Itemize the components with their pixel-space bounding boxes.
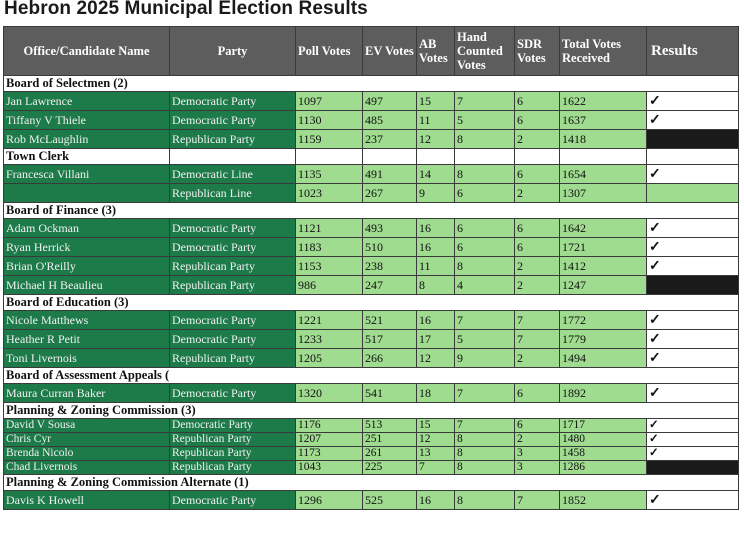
- ev-votes-cell: 238: [363, 257, 417, 276]
- page-title: Hebron 2025 Municipal Election Results: [4, 0, 368, 19]
- empty-cell: [515, 149, 560, 165]
- ab-votes-cell: 11: [417, 257, 455, 276]
- total-votes-cell: 1247: [560, 276, 647, 295]
- section-header-row: [4, 149, 739, 165]
- check-mark-icon: ✓: [649, 419, 659, 431]
- hand-votes-cell: 8: [455, 491, 515, 510]
- poll-votes-cell: 1121: [296, 219, 363, 238]
- hand-votes-cell: 6: [455, 219, 515, 238]
- poll-votes-cell: 1320: [296, 384, 363, 403]
- sdr-votes-cell: 7: [515, 330, 560, 349]
- check-mark-icon: ✓: [649, 447, 659, 459]
- sdr-votes-cell: 6: [515, 165, 560, 184]
- ev-votes-cell: 267: [363, 184, 417, 203]
- check-mark-icon: ✓: [649, 331, 661, 347]
- section-title: Board of Selectmen (2): [4, 76, 739, 92]
- table-row: [4, 130, 739, 149]
- candidate-name: Adam Ockman: [4, 219, 170, 238]
- ab-votes-cell: 9: [417, 184, 455, 203]
- section-header-row: [4, 203, 739, 219]
- results-body: [4, 76, 739, 510]
- party-cell: Republican Party: [170, 461, 296, 475]
- poll-votes-cell: 1023: [296, 184, 363, 203]
- ab-votes-cell: 12: [417, 433, 455, 447]
- section-title: Board of Assessment Appeals (: [4, 368, 739, 384]
- poll-votes-cell: 1135: [296, 165, 363, 184]
- poll-votes-cell: 1159: [296, 130, 363, 149]
- ab-votes-cell: 11: [417, 111, 455, 130]
- check-mark-icon: ✓: [649, 433, 659, 445]
- check-mark-icon: ✓: [649, 166, 661, 182]
- result-cell-elected: [647, 330, 739, 349]
- table-row: [4, 92, 739, 111]
- candidate-name: Chris Cyr: [4, 433, 170, 447]
- poll-votes-cell: 1130: [296, 111, 363, 130]
- party-cell: Republican Line: [170, 184, 296, 203]
- result-cell-elected: [647, 92, 739, 111]
- party-cell: Republican Party: [170, 349, 296, 368]
- empty-cell: [170, 149, 296, 165]
- candidate-name: Nicole Matthews: [4, 311, 170, 330]
- section-header-row: [4, 403, 739, 419]
- section-title: Town Clerk: [4, 149, 170, 165]
- ab-votes-cell: 16: [417, 219, 455, 238]
- result-cell-empty: [647, 184, 739, 203]
- sdr-votes-cell: 6: [515, 111, 560, 130]
- total-votes-cell: 1494: [560, 349, 647, 368]
- poll-votes-cell: 1296: [296, 491, 363, 510]
- table-row: [4, 419, 739, 433]
- ab-votes-cell: 12: [417, 349, 455, 368]
- total-votes-cell: 1412: [560, 257, 647, 276]
- col-header-total: Total Votes Received: [560, 27, 647, 76]
- total-votes-cell: 1418: [560, 130, 647, 149]
- ev-votes-cell: 521: [363, 311, 417, 330]
- check-mark-icon: ✓: [649, 239, 661, 255]
- section-header-row: [4, 368, 739, 384]
- table-row: [4, 384, 739, 403]
- col-header-sdr: SDR Votes: [515, 27, 560, 76]
- party-cell: Republican Party: [170, 257, 296, 276]
- ev-votes-cell: 261: [363, 447, 417, 461]
- total-votes-cell: 1852: [560, 491, 647, 510]
- candidate-name: Brian O'Reilly: [4, 257, 170, 276]
- ev-votes-cell: 491: [363, 165, 417, 184]
- sdr-votes-cell: 6: [515, 238, 560, 257]
- ev-votes-cell: 485: [363, 111, 417, 130]
- party-cell: Republican Party: [170, 276, 296, 295]
- check-mark-icon: ✓: [649, 112, 661, 128]
- sdr-votes-cell: 2: [515, 257, 560, 276]
- party-cell: Democratic Party: [170, 92, 296, 111]
- hand-votes-cell: 7: [455, 419, 515, 433]
- section-title: Board of Education (3): [4, 295, 739, 311]
- result-cell-not-elected: [647, 130, 739, 149]
- party-cell: Democratic Party: [170, 111, 296, 130]
- section-header-row: [4, 475, 739, 491]
- hand-votes-cell: 8: [455, 165, 515, 184]
- result-cell-elected: [647, 219, 739, 238]
- candidate-name: Brenda Nicolo: [4, 447, 170, 461]
- total-votes-cell: 1458: [560, 447, 647, 461]
- total-votes-cell: 1717: [560, 419, 647, 433]
- table-row: [4, 238, 739, 257]
- section-title: Board of Finance (3): [4, 203, 739, 219]
- sdr-votes-cell: 7: [515, 311, 560, 330]
- hand-votes-cell: 7: [455, 311, 515, 330]
- table-row: [4, 276, 739, 295]
- ev-votes-cell: 510: [363, 238, 417, 257]
- header-row: [4, 27, 739, 76]
- result-cell-elected: [647, 238, 739, 257]
- empty-cell: [647, 149, 739, 165]
- col-header-hand: Hand Counted Votes: [455, 27, 515, 76]
- ev-votes-cell: 541: [363, 384, 417, 403]
- col-header-ev: EV Votes: [363, 27, 417, 76]
- hand-votes-cell: 8: [455, 257, 515, 276]
- party-cell: Republican Party: [170, 447, 296, 461]
- ab-votes-cell: 17: [417, 330, 455, 349]
- section-header-row: [4, 295, 739, 311]
- hand-votes-cell: 8: [455, 433, 515, 447]
- table-row: [4, 461, 739, 475]
- ab-votes-cell: 14: [417, 165, 455, 184]
- candidate-name: Tiffany V Thiele: [4, 111, 170, 130]
- ab-votes-cell: 16: [417, 238, 455, 257]
- sdr-votes-cell: 6: [515, 384, 560, 403]
- poll-votes-cell: 1097: [296, 92, 363, 111]
- result-cell-elected: [647, 257, 739, 276]
- poll-votes-cell: 1221: [296, 311, 363, 330]
- poll-votes-cell: 1176: [296, 419, 363, 433]
- col-header-results: Results: [647, 27, 739, 76]
- sdr-votes-cell: 2: [515, 276, 560, 295]
- candidate-name: Ryan Herrick: [4, 238, 170, 257]
- hand-votes-cell: 8: [455, 130, 515, 149]
- result-cell-elected: [647, 165, 739, 184]
- party-cell: Democratic Party: [170, 419, 296, 433]
- total-votes-cell: 1779: [560, 330, 647, 349]
- table-row: [4, 257, 739, 276]
- table-row: [4, 165, 739, 184]
- total-votes-cell: 1654: [560, 165, 647, 184]
- section-header-row: [4, 76, 739, 92]
- table-row: [4, 447, 739, 461]
- ab-votes-cell: 8: [417, 276, 455, 295]
- candidate-name: Toni Livernois: [4, 349, 170, 368]
- total-votes-cell: 1637: [560, 111, 647, 130]
- sdr-votes-cell: 7: [515, 491, 560, 510]
- party-cell: Democratic Line: [170, 165, 296, 184]
- ev-votes-cell: 266: [363, 349, 417, 368]
- total-votes-cell: 1721: [560, 238, 647, 257]
- ev-votes-cell: 247: [363, 276, 417, 295]
- sdr-votes-cell: 2: [515, 349, 560, 368]
- election-results-table: [3, 26, 739, 510]
- poll-votes-cell: 1153: [296, 257, 363, 276]
- party-cell: Republican Party: [170, 130, 296, 149]
- poll-votes-cell: 1233: [296, 330, 363, 349]
- candidate-name: David V Sousa: [4, 419, 170, 433]
- col-header-ab: AB Votes: [417, 27, 455, 76]
- empty-cell: [455, 149, 515, 165]
- empty-cell: [417, 149, 455, 165]
- total-votes-cell: 1480: [560, 433, 647, 447]
- result-cell-elected: [647, 447, 739, 461]
- section-title: Planning & Zoning Commission (3): [4, 403, 739, 419]
- hand-votes-cell: 6: [455, 184, 515, 203]
- candidate-name: [4, 184, 170, 203]
- party-cell: Democratic Party: [170, 384, 296, 403]
- total-votes-cell: 1307: [560, 184, 647, 203]
- sdr-votes-cell: 3: [515, 447, 560, 461]
- check-mark-icon: ✓: [649, 258, 661, 274]
- total-votes-cell: 1772: [560, 311, 647, 330]
- poll-votes-cell: 1043: [296, 461, 363, 475]
- col-header-party: Party: [170, 27, 296, 76]
- sdr-votes-cell: 2: [515, 130, 560, 149]
- table-row: [4, 311, 739, 330]
- poll-votes-cell: 1205: [296, 349, 363, 368]
- ev-votes-cell: 525: [363, 491, 417, 510]
- result-cell-elected: [647, 111, 739, 130]
- table-row: [4, 433, 739, 447]
- check-mark-icon: ✓: [649, 93, 661, 109]
- ab-votes-cell: 7: [417, 461, 455, 475]
- total-votes-cell: 1622: [560, 92, 647, 111]
- sdr-votes-cell: 2: [515, 184, 560, 203]
- poll-votes-cell: 986: [296, 276, 363, 295]
- sdr-votes-cell: 2: [515, 433, 560, 447]
- hand-votes-cell: 6: [455, 238, 515, 257]
- candidate-name: Rob McLaughlin: [4, 130, 170, 149]
- candidate-name: Jan Lawrence: [4, 92, 170, 111]
- sdr-votes-cell: 6: [515, 419, 560, 433]
- poll-votes-cell: 1173: [296, 447, 363, 461]
- party-cell: Democratic Party: [170, 219, 296, 238]
- candidate-name: Michael H Beaulieu: [4, 276, 170, 295]
- table-row: [4, 330, 739, 349]
- empty-cell: [296, 149, 363, 165]
- hand-votes-cell: 5: [455, 330, 515, 349]
- check-mark-icon: ✓: [649, 220, 661, 236]
- table-row: [4, 491, 739, 510]
- check-mark-icon: ✓: [649, 492, 661, 508]
- ev-votes-cell: 497: [363, 92, 417, 111]
- poll-votes-cell: 1207: [296, 433, 363, 447]
- empty-cell: [560, 149, 647, 165]
- sdr-votes-cell: 3: [515, 461, 560, 475]
- result-cell-elected: [647, 433, 739, 447]
- check-mark-icon: ✓: [649, 350, 661, 366]
- party-cell: Democratic Party: [170, 330, 296, 349]
- total-votes-cell: 1892: [560, 384, 647, 403]
- hand-votes-cell: 7: [455, 384, 515, 403]
- ev-votes-cell: 225: [363, 461, 417, 475]
- ab-votes-cell: 13: [417, 447, 455, 461]
- result-cell-elected: [647, 349, 739, 368]
- candidate-name: Davis K Howell: [4, 491, 170, 510]
- ab-votes-cell: 15: [417, 92, 455, 111]
- ab-votes-cell: 16: [417, 311, 455, 330]
- candidate-name: Chad Livernois: [4, 461, 170, 475]
- hand-votes-cell: 4: [455, 276, 515, 295]
- result-cell-elected: [647, 384, 739, 403]
- table-row: [4, 219, 739, 238]
- result-cell-not-elected: [647, 461, 739, 475]
- ev-votes-cell: 251: [363, 433, 417, 447]
- ab-votes-cell: 16: [417, 491, 455, 510]
- result-cell-elected: [647, 311, 739, 330]
- ev-votes-cell: 493: [363, 219, 417, 238]
- poll-votes-cell: 1183: [296, 238, 363, 257]
- total-votes-cell: 1642: [560, 219, 647, 238]
- total-votes-cell: 1286: [560, 461, 647, 475]
- result-cell-elected: [647, 491, 739, 510]
- party-cell: Democratic Party: [170, 311, 296, 330]
- ev-votes-cell: 517: [363, 330, 417, 349]
- col-header-poll: Poll Votes: [296, 27, 363, 76]
- empty-cell: [363, 149, 417, 165]
- hand-votes-cell: 8: [455, 447, 515, 461]
- hand-votes-cell: 8: [455, 461, 515, 475]
- check-mark-icon: ✓: [649, 312, 661, 328]
- ab-votes-cell: 18: [417, 384, 455, 403]
- party-cell: Democratic Party: [170, 238, 296, 257]
- party-cell: Democratic Party: [170, 491, 296, 510]
- section-title: Planning & Zoning Commission Alternate (1): [4, 475, 739, 491]
- table-row: [4, 111, 739, 130]
- candidate-name: Francesca Villani: [4, 165, 170, 184]
- result-cell-not-elected: [647, 276, 739, 295]
- table-row: [4, 184, 739, 203]
- col-header-office: Office/Candidate Name: [4, 27, 170, 76]
- ab-votes-cell: 12: [417, 130, 455, 149]
- ev-votes-cell: 513: [363, 419, 417, 433]
- sdr-votes-cell: 6: [515, 219, 560, 238]
- ev-votes-cell: 237: [363, 130, 417, 149]
- hand-votes-cell: 9: [455, 349, 515, 368]
- check-mark-icon: ✓: [649, 385, 661, 401]
- candidate-name: Heather R Petit: [4, 330, 170, 349]
- hand-votes-cell: 7: [455, 92, 515, 111]
- ab-votes-cell: 15: [417, 419, 455, 433]
- sdr-votes-cell: 6: [515, 92, 560, 111]
- table-row: [4, 349, 739, 368]
- hand-votes-cell: 5: [455, 111, 515, 130]
- party-cell: Republican Party: [170, 433, 296, 447]
- result-cell-elected: [647, 419, 739, 433]
- candidate-name: Maura Curran Baker: [4, 384, 170, 403]
